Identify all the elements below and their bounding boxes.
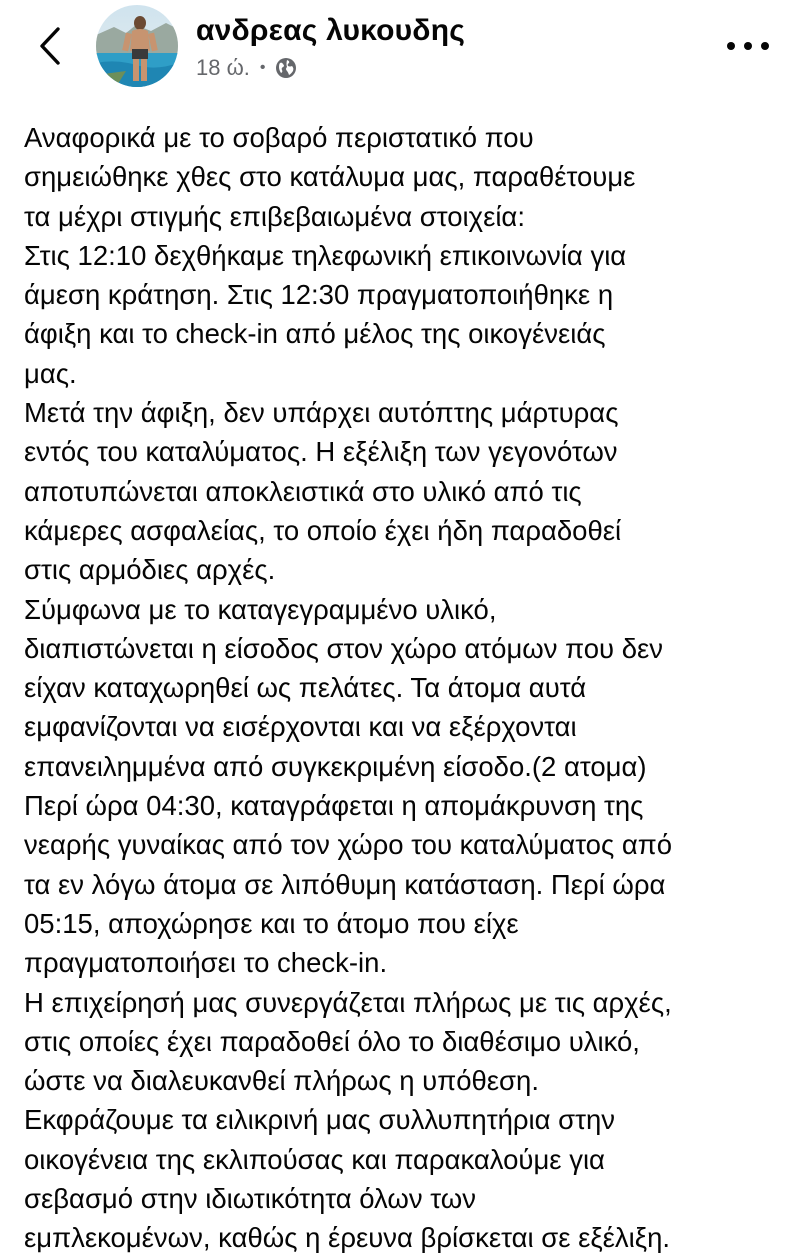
post-text-line: Μετά την άφιξη, δεν υπάρχει αυτόπτης μάρτυρας [24, 397, 619, 429]
post-text [24, 118, 784, 1258]
chevron-left-icon [39, 26, 61, 66]
post-text-line: εντός του καταλύματος. Η εξέλιξη των γεγονότων [24, 436, 618, 468]
post-text-line: ώστε να διαλευκανθεί πλήρως η υπόθεση. [24, 1065, 539, 1097]
post-text-line: εμπλεκομένων, καθώς η έρευνα βρίσκεται σε εξέλιξη. [24, 1222, 671, 1254]
post-text-line: διαπιστώνεται η είσοδος στον χώρο ατόμων που δεν [24, 632, 664, 664]
post-text-line: πραγματοποιήσει το check-in. [24, 947, 388, 979]
avatar[interactable] [96, 5, 178, 87]
more-horizontal-icon [744, 42, 752, 50]
post-text-line: οικογένεια της εκλιπούσας και παρακαλούμε για [24, 1143, 605, 1175]
post-text-line: άμεση κράτηση. Στις 12:30 πραγματοποιήθηκε η [24, 279, 614, 311]
post-text-line: αποτυπώνεται αποκλειστικά στο υλικό από τις [24, 475, 582, 507]
post-header [0, 0, 791, 100]
post-text-line: 05:15, αποχώρησε και το άτομο που είχε [24, 907, 519, 939]
post-text-line: σεβασμό στην ιδιωτικότητα όλων των [24, 1183, 476, 1215]
post-text-line: σημειώθηκε χθες στο κατάλυμα μας, παραθέτουμε [24, 161, 636, 193]
post-text-line: τα μέχρι στιγμής επιβεβαιωμένα στοιχεία: [24, 200, 525, 232]
post-text-line: εμφανίζονται να εισέρχονται και να εξέρχονται [24, 711, 577, 743]
post-text-line: Η επιχείρησή μας συνεργάζεται πλήρως με τις αρχές, [24, 986, 672, 1018]
post-text-line: κάμερες ασφαλείας, το οποίο έχει ήδη παραδοθεί [24, 514, 622, 546]
post-text-line: μας. [24, 357, 77, 389]
author-name[interactable]: ανδρεας λυκουδης [196, 14, 466, 47]
post-text-line: Αναφορικά με το σοβαρό περιστατικό που [24, 122, 534, 153]
avatar-photo [96, 5, 178, 87]
post-text-line: νεαρής γυναίκας από τον χώρο του καταλύματος από [24, 829, 673, 861]
post-text-line: άφιξη και το check-in από μέλος της οικογένειάς [24, 318, 606, 350]
post-text-line: Σύμφωνα με το καταγεγραμμένο υλικό, [24, 593, 497, 625]
post-text-line: Περί ώρα 04:30, καταγράφεται η απομάκρυνση της [24, 790, 644, 822]
post-text-line: τα εν λόγω άτομα σε λιπόθυμη κατάσταση. Περί ώρα [24, 868, 666, 900]
post-meta [196, 54, 297, 82]
post-text-line: Εκφράζουμε τα ειλικρινή μας συλλυπητήρια στην [24, 1104, 616, 1136]
post-text-line: επανειλημμένα από συγκεκριμένη είσοδο.(2 ατομα) [24, 750, 647, 782]
post-text-line: είχαν καταχωρηθεί ως πελάτες. Τα άτομα αυτά [24, 672, 587, 704]
post-time[interactable]: 18 ώ. [196, 55, 250, 80]
post-text-line: στις αρμόδιες αρχές. [24, 554, 276, 586]
post-text-line: Στις 12:10 δεχθήκαμε τηλεφωνική επικοινωνία για [24, 239, 627, 271]
more-options-button[interactable] [727, 34, 769, 58]
meta-separator: • [259, 59, 266, 76]
more-horizontal-icon [727, 42, 735, 50]
globe-icon[interactable] [275, 57, 297, 79]
back-button[interactable] [30, 24, 70, 68]
more-horizontal-icon [761, 42, 769, 50]
post-text-line: στις οποίες έχει παραδοθεί όλο το διαθέσιμο υλικό, [24, 1025, 640, 1057]
